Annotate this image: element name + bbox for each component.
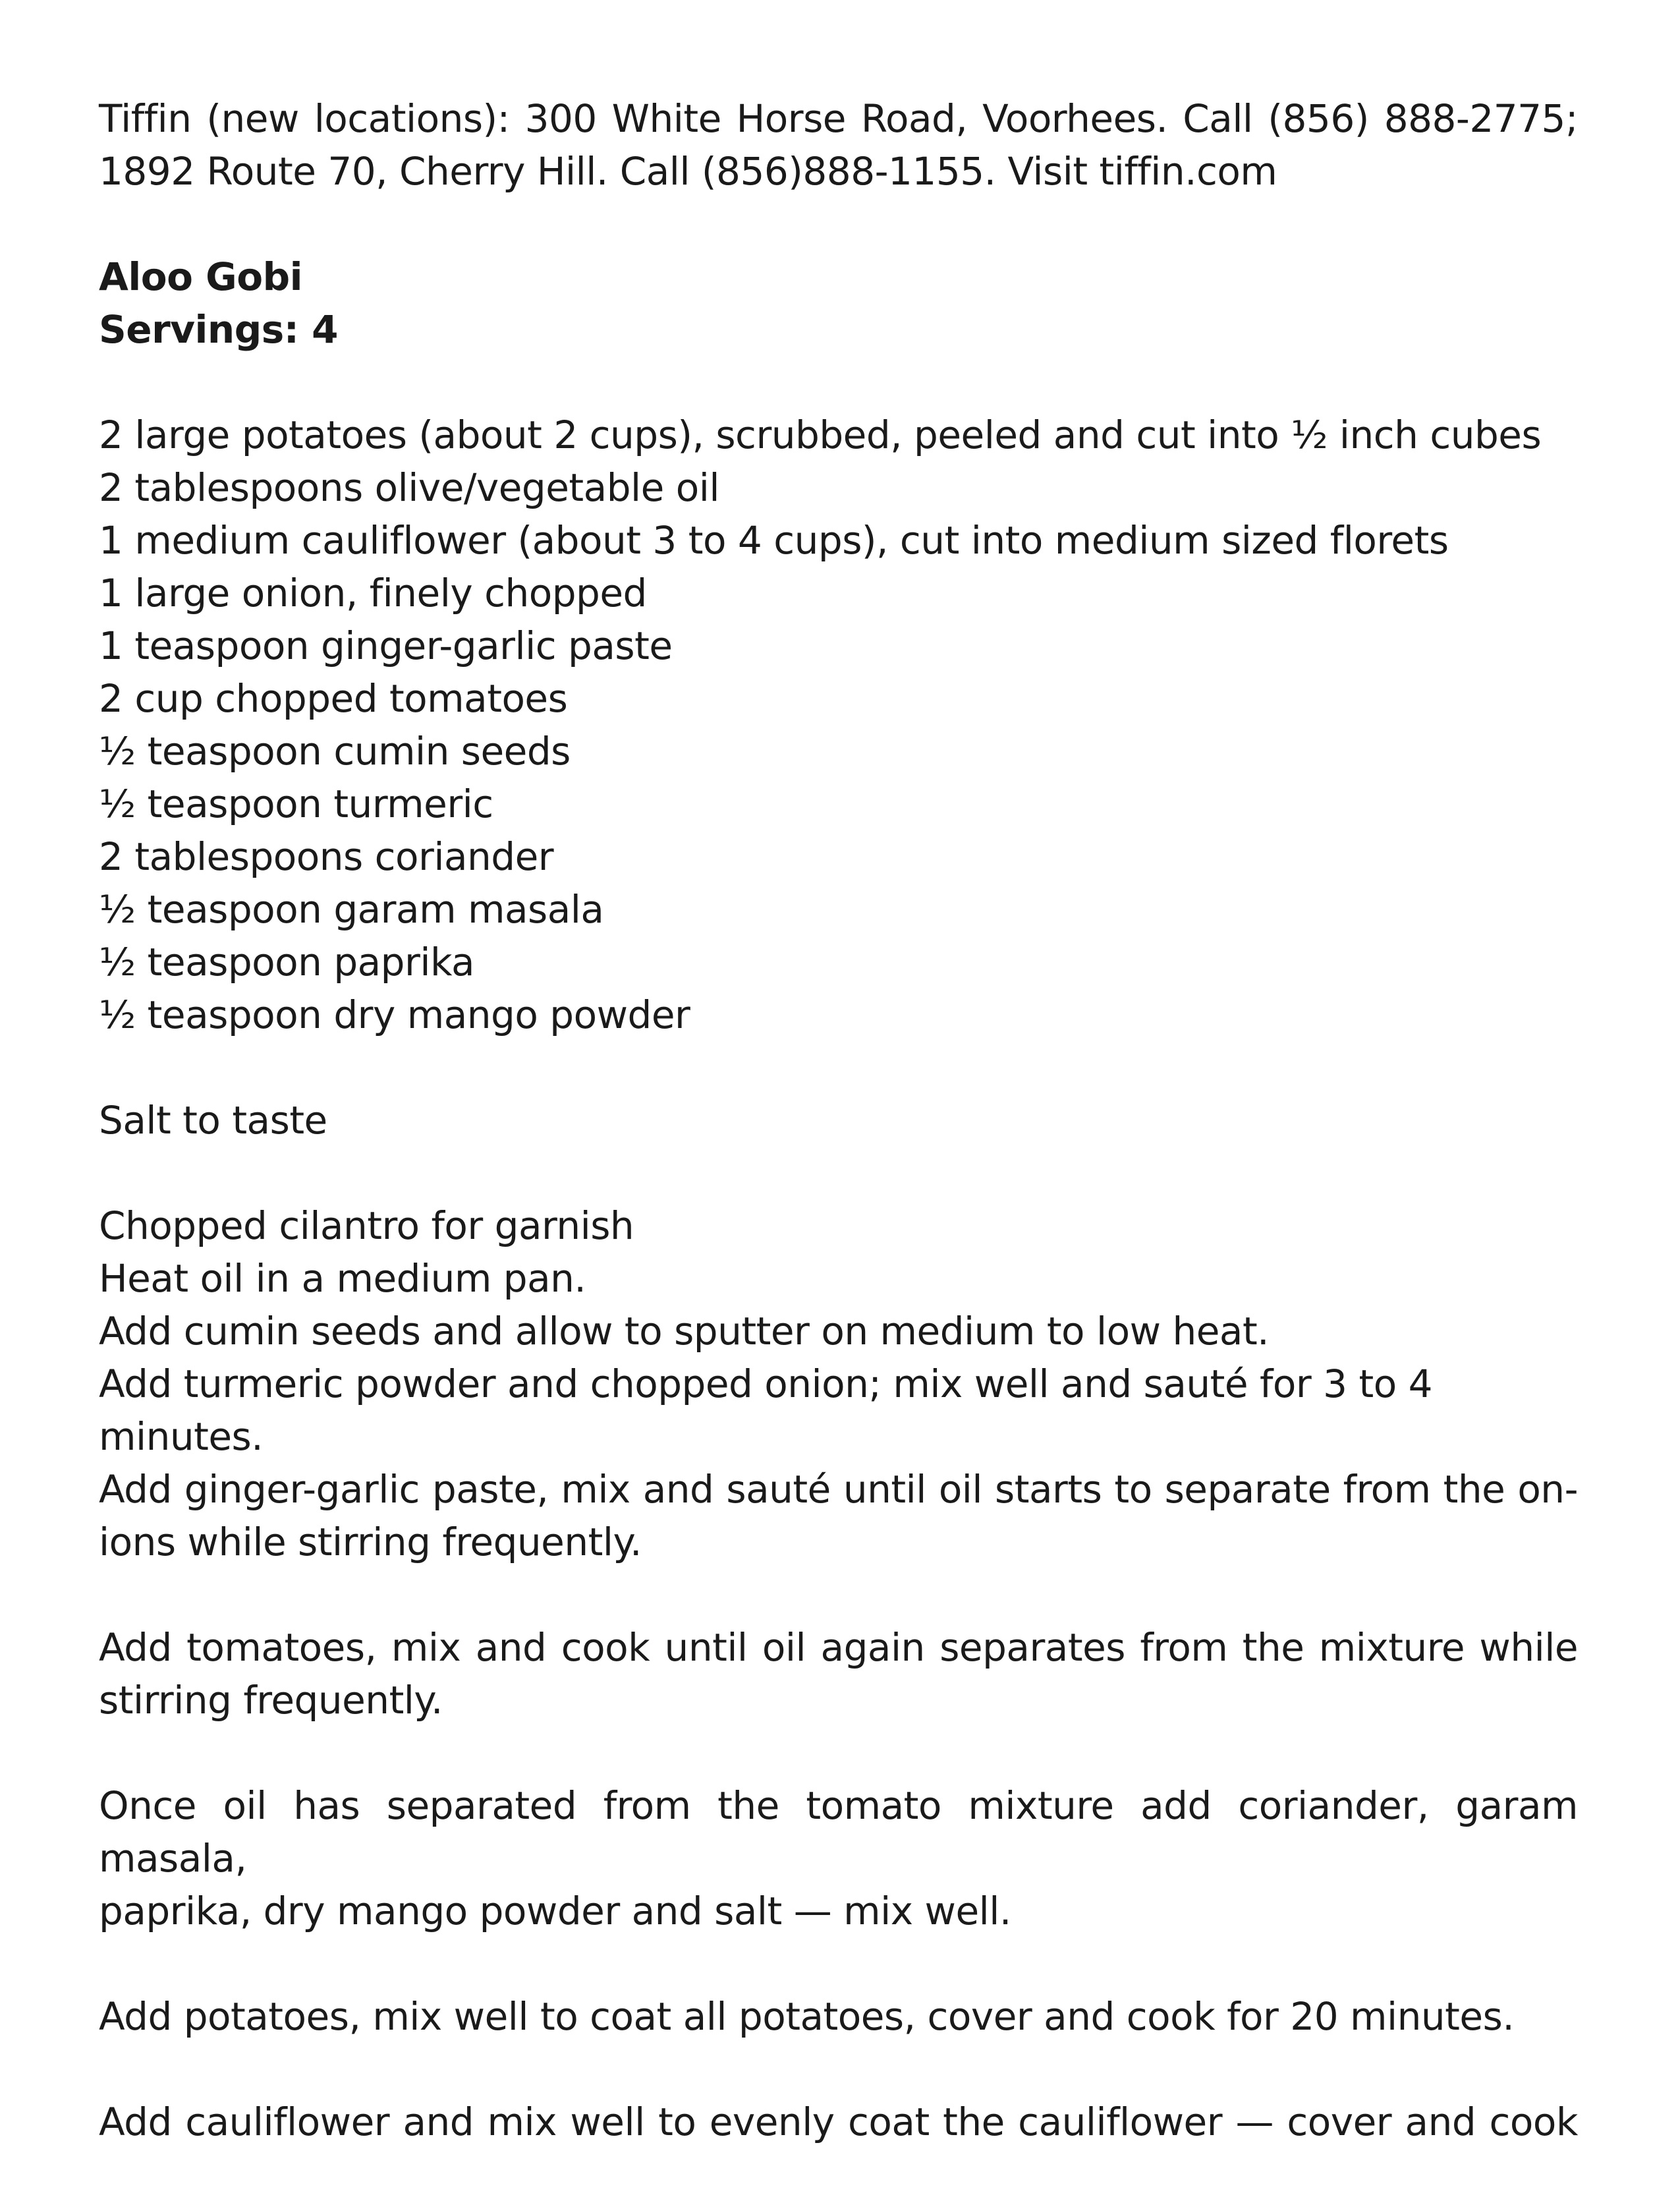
ingredient-item: 1 large onion, finely chopped <box>99 571 647 615</box>
step-spices-line-2: paprika, dry mango powder and salt — mix well. <box>99 1889 1011 1933</box>
step-cauliflower-text: Add cauliflower and mix well to evenly coat the cauliflower — cover and cook <box>99 2100 1578 2144</box>
step-turmeric: Add turmeric powder and chopped onion; mix well and sauté for 3 to 4 minutes. <box>99 1361 1433 1459</box>
ingredient-item: ½ teaspoon cumin seeds <box>99 729 571 774</box>
ingredient-item: 2 tablespoons coriander <box>99 834 554 879</box>
step-tomatoes-line-2: stirring frequently. <box>99 1678 443 1723</box>
ingredient-item: 2 cup chopped tomatoes <box>99 676 568 721</box>
ingredient-item: ½ teaspoon turmeric <box>99 782 493 826</box>
step-tomatoes <box>99 1621 1578 1727</box>
step-spices-line-1: Once oil has separated from the tomato mixture add coriander, garam masala, <box>99 1783 1578 1881</box>
ingredient-item: 1 medium cauliflower (about 3 to 4 cups), cut into medium sized florets <box>99 518 1449 563</box>
restaurant-info <box>99 92 1578 198</box>
salt-note <box>99 1094 1578 1147</box>
step-potatoes <box>99 1990 1578 2043</box>
ingredient-item: ½ teaspoon dry mango powder <box>99 992 690 1037</box>
ingredient-item: 2 large potatoes (about 2 cups), scrubbed, peeled and cut into ½ inch cubes <box>99 413 1542 457</box>
ingredient-item: 1 teaspoon ginger-garlic paste <box>99 623 673 668</box>
ingredient-list <box>99 409 1578 1041</box>
garnish-text: Chopped cilantro for garnish <box>99 1203 634 1248</box>
restaurant-info-line-2: 1892 Route 70, Cherry Hill. Call (856)888-1155. Visit tiffin.com <box>99 149 1277 194</box>
recipe-servings: Servings: 4 <box>99 307 338 352</box>
instructions-block <box>99 1199 1578 1568</box>
document-page <box>99 92 1578 2201</box>
step-cauliflower <box>99 2096 1578 2148</box>
step-tomatoes-line-1: Add tomatoes, mix and cook until oil again separates from the mixture while <box>99 1625 1578 1670</box>
step-heat-oil: Heat oil in a medium pan. <box>99 1256 586 1301</box>
recipe-title: Aloo Gobi <box>99 254 303 299</box>
ingredient-item: 2 tablespoons olive/vegetable oil <box>99 465 719 510</box>
salt-text: Salt to taste <box>99 1098 327 1143</box>
step-ginger-garlic-line-2: ions while stirring frequently. <box>99 1520 642 1564</box>
recipe-heading <box>99 250 1578 356</box>
step-ginger-garlic-line-1: Add ginger-garlic paste, mix and sauté until oil starts to separate from the on- <box>99 1467 1578 1512</box>
step-potatoes-text: Add potatoes, mix well to coat all potatoes, cover and cook for 20 minutes. <box>99 1994 1515 2039</box>
ingredient-item: ½ teaspoon paprika <box>99 940 475 985</box>
step-cumin: Add cumin seeds and allow to sputter on medium to low heat. <box>99 1309 1270 1354</box>
step-spices <box>99 1779 1578 1937</box>
ingredient-item: ½ teaspoon garam masala <box>99 887 604 932</box>
restaurant-info-line-1: Tiffin (new locations): 300 White Horse Road, Voorhees. Call (856) 888-2775; <box>99 96 1578 141</box>
